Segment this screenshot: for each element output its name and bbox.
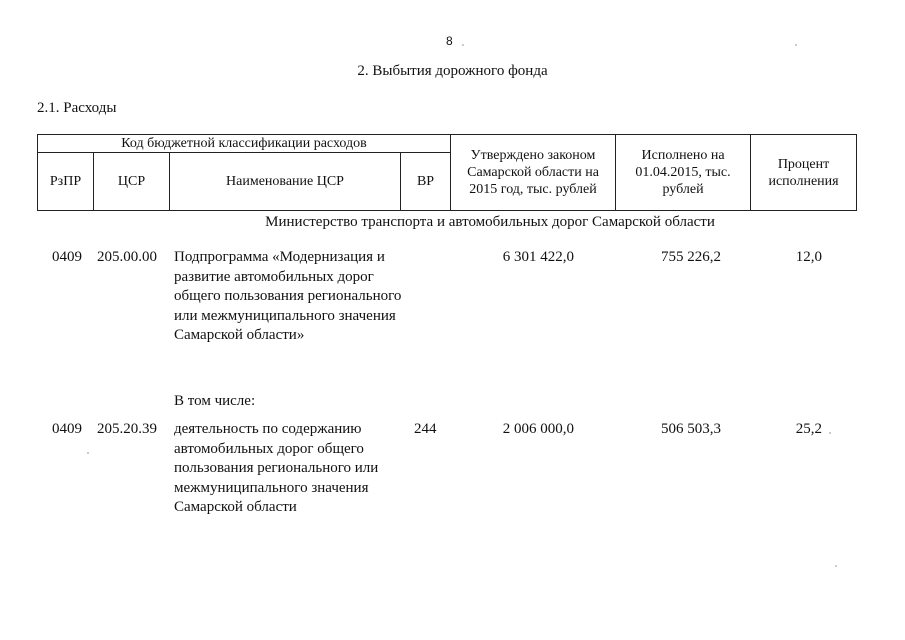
- header-csr: ЦСР: [94, 153, 170, 211]
- header-code-group: Код бюджетной классификации расходов: [38, 135, 451, 153]
- row-vr: 244: [414, 421, 437, 437]
- scan-speck: [87, 452, 89, 454]
- scan-speck: [835, 565, 837, 567]
- scan-speck: [462, 44, 464, 46]
- scan-speck: [829, 432, 831, 434]
- row-approved: 6 301 422,0: [502, 249, 574, 265]
- including-label: В том числе:: [174, 393, 256, 409]
- row-approved: 2 006 000,0: [502, 421, 574, 437]
- header-name: Наименование ЦСР: [170, 153, 401, 211]
- header-rzpr: РзПР: [38, 153, 94, 211]
- row-csr: 205.20.39: [97, 421, 157, 437]
- scan-speck: [795, 44, 797, 46]
- row-percent: 25,2: [795, 421, 822, 437]
- row-rzpr: 0409: [52, 249, 82, 265]
- budget-table-header: [37, 134, 857, 211]
- section-title: 2. Выбытия дорожного фонда: [357, 63, 548, 79]
- row-rzpr: 0409: [52, 421, 82, 437]
- subsection-title: 2.1. Расходы: [37, 100, 117, 116]
- ministry-title: Министерство транспорта и автомобильных дорог Самарской области: [265, 214, 715, 230]
- header-executed: Исполнено на 01.04.2015, тыс. рублей: [616, 135, 751, 211]
- row-executed: 506 503,3: [661, 421, 721, 437]
- row-csr: 205.00.00: [97, 249, 157, 265]
- row-name: деятельность по содержанию автомобильных дорог общего пользования регионального или межмуниципального значения Самарской области: [174, 421, 379, 515]
- header-approved: Утверждено законом Самарской области на 2015 год, тыс. рублей: [451, 135, 616, 211]
- header-percent: Процент исполнения: [751, 135, 857, 211]
- row-executed: 755 226,2: [661, 249, 721, 265]
- row-percent: 12,0: [795, 249, 822, 265]
- header-vr: ВР: [401, 153, 451, 211]
- row-name: Подпрограмма «Модернизация и развитие автомобильных дорог общего пользования регионального или межмуниципального значения Самарской области»: [174, 249, 402, 343]
- page-number: 8: [446, 34, 453, 48]
